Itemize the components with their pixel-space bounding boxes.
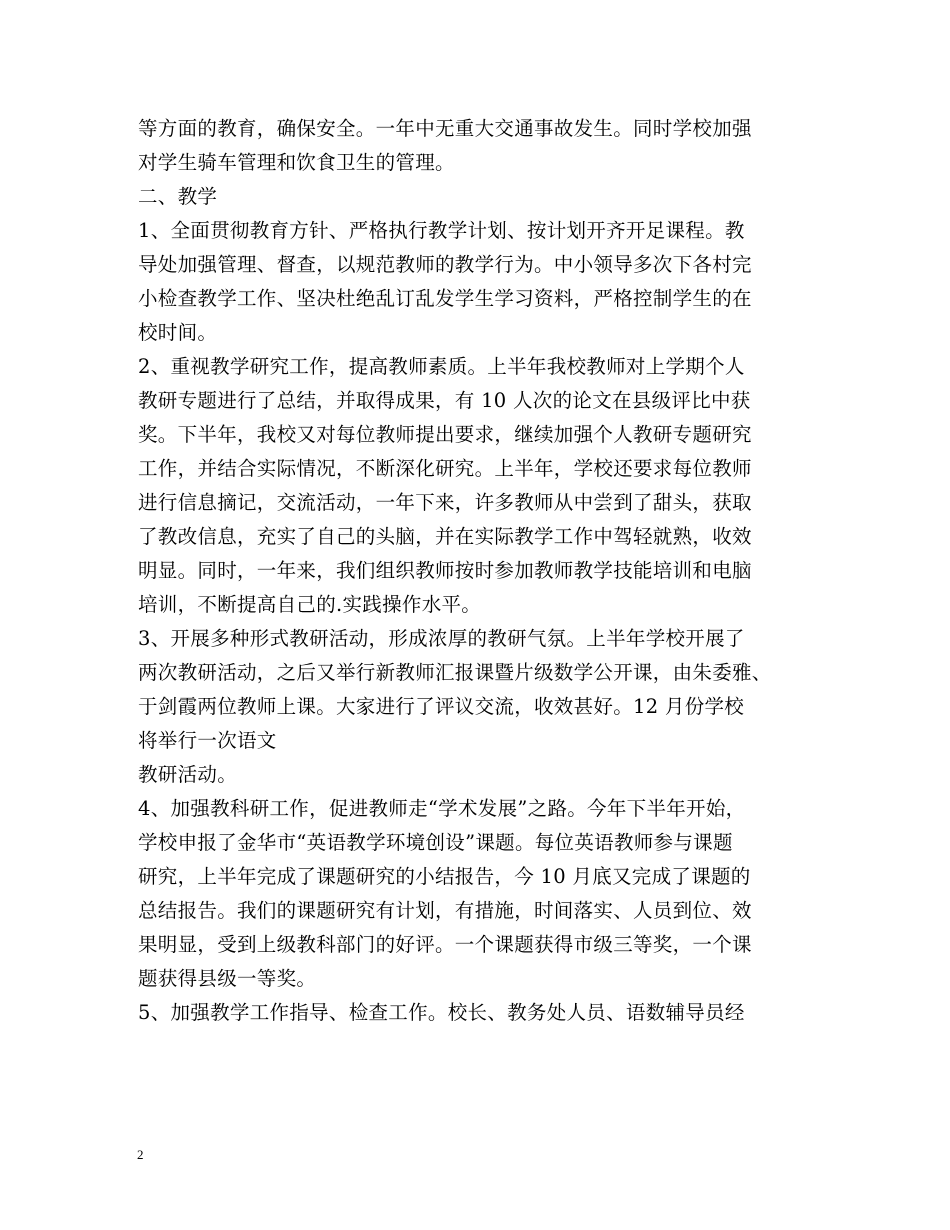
text-line: 学校申报了金华市“英语教学环境创设”课题。每位英语教师参与课题 — [138, 831, 733, 854]
text-line: 教研活动。 — [138, 763, 238, 786]
text-line: 题获得县级一等奖。 — [138, 967, 317, 990]
text-line: 导处加强管理、督查，以规范教师的教学行为。中小领导多次下各村完 — [138, 253, 752, 276]
text-line: 奖。下半年，我校又对每位教师提出要求，继续加强个人教研专题研究 — [138, 423, 752, 446]
text-line: 2、重视教学研究工作，提高教师素质。上半年我校教师对上学期个人 — [138, 355, 745, 378]
text-line: 于剑霞两位教师上课。大家进行了评议交流，收效甚好。12 月份学校 — [138, 695, 745, 718]
text-line: 5、加强教学工作指导、检查工作。校长、教务处人员、语数辅导员经 — [138, 1001, 745, 1024]
text-line: 教研专题进行了总结，并取得成果，有 10 人次的论文在县级评比中获 — [138, 389, 751, 412]
text-line: 将举行一次语文 — [138, 729, 277, 752]
text-line: 1、全面贯彻教育方针、严格执行教学计划、按计划开齐开足课程。教 — [138, 219, 745, 242]
text-line: 小检查教学工作、坚决杜绝乱订乱发学生学习资料，严格控制学生的在 — [138, 287, 752, 310]
text-line: 果明显，受到上级教科部门的好评。一个课题获得市级三等奖，一个课 — [138, 933, 752, 956]
text-line: 总结报告。我们的课题研究有计划，有措施，时间落实、人员到位、效 — [138, 899, 752, 922]
text-line: 了教改信息，充实了自己的头脑，并在实际教学工作中驾轻就熟，收效 — [138, 525, 752, 548]
text-line: 培训，不断提高自己的.实践操作水平。 — [138, 593, 482, 616]
text-line: 等方面的教育，确保安全。一年中无重大交通事故发生。同时学校加强 — [138, 117, 752, 140]
text-line: 进行信息摘记，交流活动，一年下来，许多教师从中尝到了甜头，获取 — [138, 491, 752, 514]
page-number: 2 — [137, 1147, 144, 1162]
body-text — [138, 112, 828, 1030]
text-line: 对学生骑车管理和饮食卫生的管理。 — [138, 151, 455, 174]
text-line: 研究，上半年完成了课题研究的小结报告，今 10 月底又完成了课题的 — [138, 865, 751, 888]
text-line: 3、开展多种形式教研活动，形成浓厚的教研气氛。上半年学校开展了 — [138, 627, 745, 650]
section-heading: 二、教学 — [138, 185, 218, 208]
text-line: 两次教研活动，之后又举行新教师汇报课暨片级数学公开课，由朱委雅、 — [138, 661, 772, 684]
text-line: 明显。同时，一年来，我们组织教师按时参加教师教学技能培训和电脑 — [138, 559, 752, 582]
text-line: 工作，并结合实际情况，不断深化研究。上半年，学校还要求每位教师 — [138, 457, 752, 480]
text-line: 校时间。 — [138, 321, 218, 344]
text-line: 4、加强教科研工作，促进教师走“学术发展”之路。今年下半年开始， — [138, 797, 746, 820]
